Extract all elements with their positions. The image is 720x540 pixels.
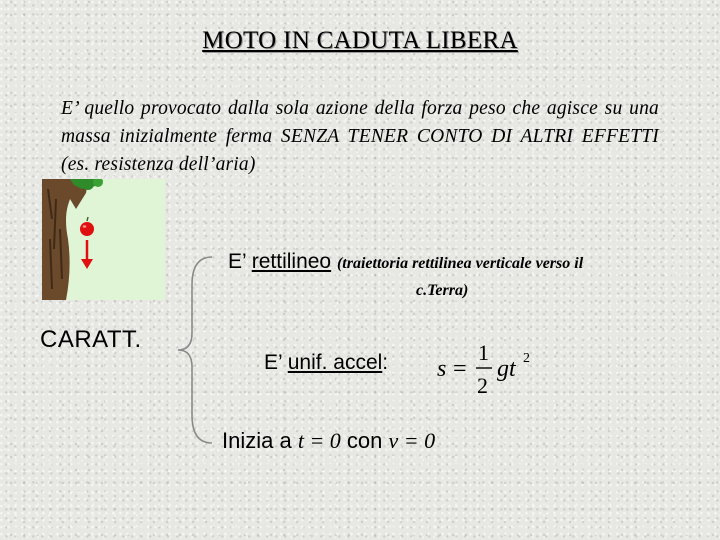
falling-apple-illustration: [42, 179, 165, 300]
start-var-v: v: [388, 428, 399, 453]
accel-suffix: :: [382, 351, 389, 374]
characteristics-label: CARATT.: [40, 326, 142, 353]
motion-formula: [434, 338, 534, 402]
curly-brace: [174, 255, 214, 445]
formula-lhs: s: [437, 356, 447, 382]
formula-numerator: 1: [478, 340, 489, 365]
point-rettilineo: [228, 250, 583, 274]
start-text4: = 0: [398, 428, 436, 453]
definition-text: E’ quello provocato dalla sola azione della forza peso che agisce su una massa inizialmente ferma SENZA TENER CONTO DI ALTRI EFFETTI (es. resistenza dell’aria): [61, 98, 659, 175]
rettilineo-keyword: rettilineo: [251, 250, 332, 273]
rettilineo-note-line2: c.Terra): [416, 282, 469, 299]
rettilineo-prefix: E’: [228, 250, 252, 273]
point-start: [222, 428, 435, 454]
formula-exponent: 2: [523, 351, 530, 366]
rettilineo-note-line1: (traiettoria rettilinea verticale verso il: [336, 255, 584, 272]
start-text2: = 0: [303, 428, 341, 453]
start-text3: con: [340, 428, 389, 453]
start-text1: Inizia a: [222, 428, 298, 453]
formula-term: gt: [497, 356, 516, 382]
point-accel: [264, 351, 388, 375]
formula-eq: =: [453, 356, 467, 382]
formula-denominator: 2: [477, 373, 488, 398]
page-title: MOTO IN CADUTA LIBERA: [202, 27, 518, 54]
accel-prefix: E’: [264, 351, 288, 374]
start-var-t: t: [297, 428, 304, 453]
accel-keyword: unif. accel: [287, 351, 383, 374]
